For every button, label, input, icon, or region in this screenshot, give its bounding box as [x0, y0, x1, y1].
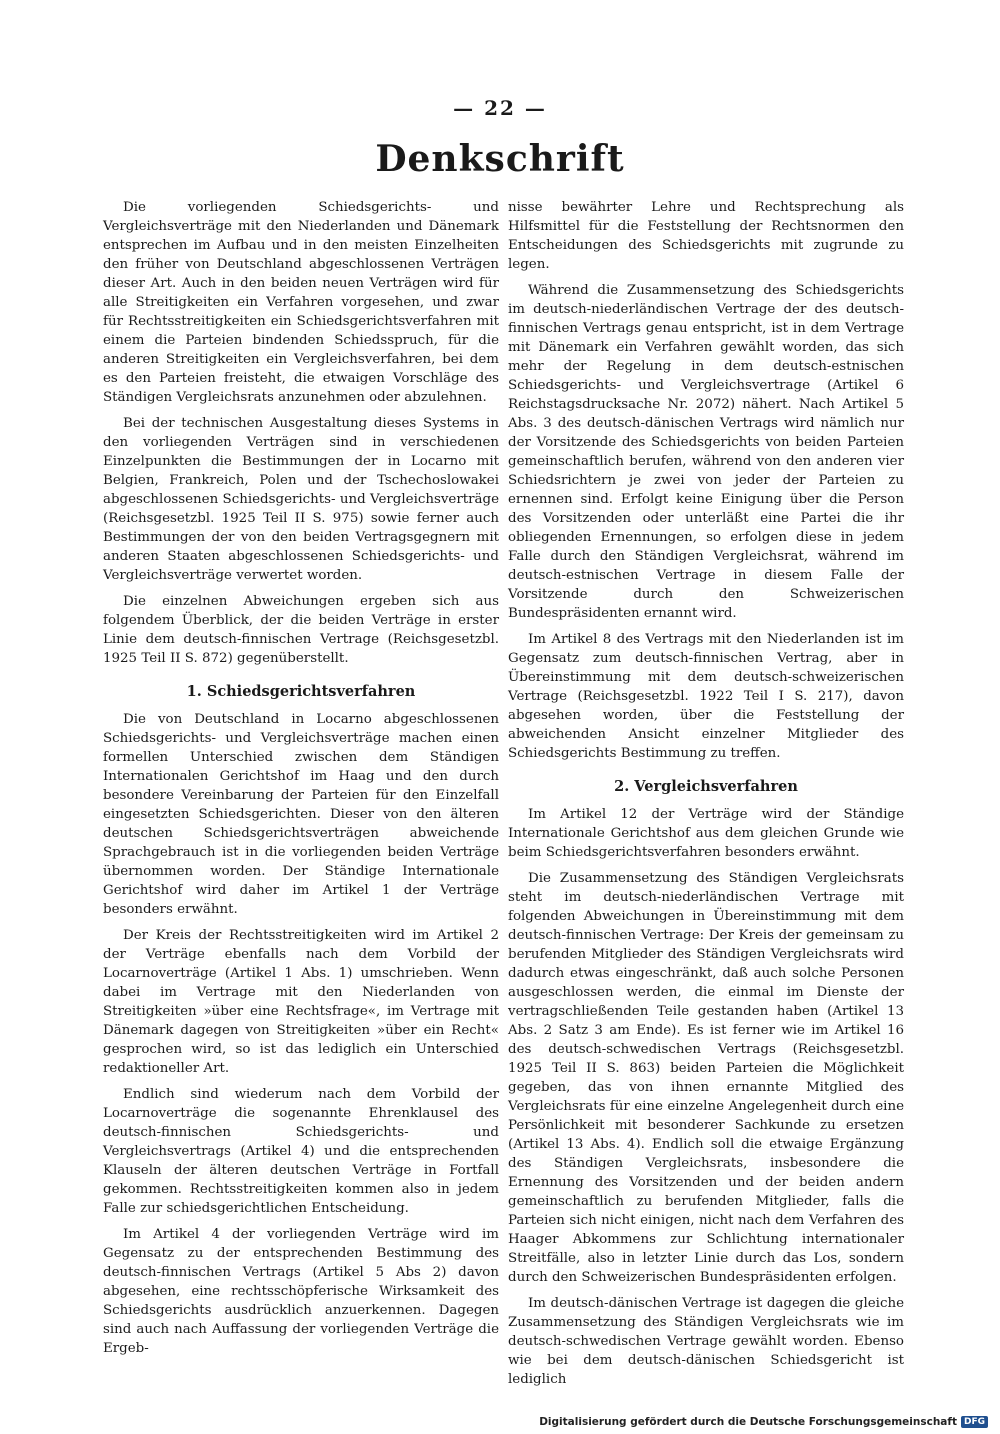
- paragraph: Die vorliegenden Schiedsgerichts- und Vergleichsverträge mit den Niederlanden und Dänemark entsprechen im Aufbau und in den meisten Einzelheiten den früher von Deutschland abgeschlossenen Verträgen dieser Art. Auch in den beiden neuen Verträgen wird für alle Streitigkeiten ein Verfahren vorgesehen, und zwar für Rechtsstreitigkeiten ein Schiedsgerichtsverfahren mit einem die Parteien bindenden Schiedsspruch, für die anderen Streitigkeiten ein Vergleichsverfahren, bei dem es den Parteien freisteht, die etwaigen Vorschläge des Ständigen Vergleichsrats anzunehmen oder abzulehnen.: [103, 200, 499, 405]
- paragraph: Die Zusammensetzung des Ständigen Vergleichsrats steht im deutsch-niederländischen Vertrage mit folgenden Abweichungen in Übereinstimmung mit dem deutsch-finnischen Vertrage: Der Kreis der gemeinsam zu berufenden Mitglieder des Ständigen Vergleichsrats wird dadurch etwas eingeschränkt, daß auch solche Personen ausgeschlossen werden, die einmal im Dienste der vertragschließenden Teile gestanden haben (Artikel 13 Abs. 2 Satz 3 am Ende). Es ist ferner wie im Artikel 16 des deutsch-schwedischen Vertrags (Reichsgesetzbl. 1925 Teil II S. 863) beiden Parteien die Möglichkeit gegeben, das von ihnen ernannte Mitglied des Vergleichsrats für eine einzelne Angelegenheit durch eine Persönlichkeit mit besonderer Sachkunde zu ersetzen (Artikel 13 Abs. 4). Endlich soll die etwaige Ergänzung des Ständigen Vergleichsrats, insbesondere die Ernennung des Vorsitzenden und der beiden andern gemeinschaftlich zu berufenden Mitglieder, falls die Parteien sich nicht einigen, nicht nach dem Verfahren des Haager Abkommens zur Schlichtung internationaler Streitfälle, also in letzter Linie durch das Los, sondern durch den Schweizerischen Bundespräsidenten erfolgen.: [508, 871, 904, 1285]
- paragraph: Im Artikel 4 der vorliegenden Verträge wird im Gegensatz zu der entsprechenden Bestimmung des deutsch-finnischen Vertrags (Artikel 5 Abs 2) davon abgesehen, eine rechtsschöpferische Wirksamkeit des Schiedsgerichts ausdrücklich anzuerkennen. Dagegen sind auch nach Auffassung der vorliegenden Verträge die Ergeb-: [103, 1227, 499, 1356]
- paragraph: Bei der technischen Ausgestaltung dieses Systems in den vorliegenden Verträgen sind in verschiedenen Einzelpunkten die Bestimmungen der in Locarno mit Belgien, Frankreich, Polen und der Tschechoslowakei abgeschlossenen Schiedsgerichts- und Vergleichsverträge (Reichsgesetzbl. 1925 Teil II S. 975) sowie ferner auch Bestimmungen der von den beiden Vertragsgegnern mit anderen Staaten abgeschlossenen Schiedsgerichts- und Vergleichsverträge verwertet worden.: [103, 416, 499, 583]
- paragraph: Während die Zusammensetzung des Schiedsgerichts im deutsch-niederländischen Vertrage der des deutsch-finnischen Vertrags genau entspricht, ist in dem Vertrage mit Dänemark ein Verfahren gewählt worden, das sich mehr der Regelung in dem deutsch-estnischen Schiedsgerichts- und Vergleichsvertrage (Artikel 6 Reichstagsdrucksache Nr. 2072) nähert. Nach Artikel 5 Abs. 3 des deutsch-dänischen Vertrags wird nämlich nur der Vorsitzende des Schiedsgerichts von beiden Parteien gemeinschaftlich berufen, während von den anderen vier Schiedsrichtern je zwei von jeder der Parteien zu ernennen sind. Erfolgt keine Einigung über die Person des Vorsitzenden oder unterläßt eine Partei die ihr obliegenden Ernennungen, so erfolgen diese in jedem Falle durch den Ständigen Vergleichsrat, während im deutsch-estnischen Vertrage in diesem Falle der Vorsitzende durch den Schweizerischen Bundespräsidenten ernannt wird.: [508, 283, 904, 621]
- paragraph: nisse bewährter Lehre und Rechtsprechung als Hilfsmittel für die Feststellung der Rechtsnormen den Entscheidungen des Schiedsgerichts mit zugrunde zu legen.: [508, 200, 904, 272]
- paragraph: Endlich sind wiederum nach dem Vorbild der Locarnoverträge die sogenannte Ehrenklausel des deutsch-finnischen Schiedsgerichts- und Vergleichsvertrags (Artikel 4) und die entsprechenden Klauseln der älteren deutschen Verträge in Fortfall gekommen. Rechtsstreitigkeiten kommen also in jedem Falle zur schiedsgerichtlichen Entscheidung.: [103, 1087, 499, 1216]
- dfg-logo: DFG: [961, 1416, 988, 1428]
- paragraph: Die einzelnen Abweichungen ergeben sich aus folgendem Überblick, der die beiden Verträge in erster Linie dem deutsch-finnischen Vertrage (Reichsgesetzbl. 1925 Teil II S. 872) gegenüberstellt.: [103, 594, 499, 666]
- footer-text: Digitalisierung gefördert durch die Deutsche Forschungsgemeinschaft: [539, 1416, 957, 1428]
- page-title: Denkschrift: [375, 138, 625, 180]
- section-heading-schiedsgerichtsverfahren: 1. Schiedsgerichtsverfahren: [186, 683, 416, 700]
- page-number: — 22 —: [453, 96, 547, 120]
- left-column: [103, 198, 499, 1365]
- paragraph: Im Artikel 8 des Vertrags mit den Niederlanden ist im Gegensatz zum deutsch-finnischen Vertrag, aber in Übereinstimmung mit dem deutsch-schweizerischen Vertrage (Reichsgesetzbl. 1922 Teil I S. 217), davon abgesehen worden, über die Feststellung der abweichenden Ansicht einzelner Mitglieder des Schiedsgerichts Bestimmung zu treffen.: [508, 632, 904, 761]
- section-heading-vergleichsverfahren: 2. Vergleichsverfahren: [614, 778, 798, 795]
- paragraph: Die von Deutschland in Locarno abgeschlossenen Schiedsgerichts- und Vergleichsverträge machen einen formellen Unterschied zwischen dem Ständigen Internationalen Gerichtshof im Haag und den durch besondere Vereinbarung der Parteien für den Einzelfall eingesetzten Schiedsgerichten. Dieser von den älteren deutschen Schiedsgerichtsverträgen abweichende Sprachgebrauch ist in die vorliegenden beiden Verträge übernommen worden. Der Ständige Internationale Gerichtshof wird daher im Artikel 1 der Verträge besonders erwähnt.: [103, 712, 499, 917]
- paragraph: Der Kreis der Rechtsstreitigkeiten wird im Artikel 2 der Verträge ebenfalls nach dem Vorbild der Locarnoverträge (Artikel 1 Abs. 1) umschrieben. Wenn dabei im Vertrage mit den Niederlanden von Streitigkeiten »über eine Rechtsfrage«, im Vertrage mit Dänemark dagegen von Streitigkeiten »über ein Recht« gesprochen wird, so ist das lediglich ein Unterschied redaktioneller Art.: [103, 928, 499, 1076]
- paragraph: Im Artikel 12 der Verträge wird der Ständige Internationale Gerichtshof aus dem gleichen Grunde wie beim Schiedsgerichtsverfahren besonders erwähnt.: [508, 807, 904, 860]
- right-column: [508, 198, 904, 1396]
- footer-credit: [539, 1416, 988, 1428]
- paragraph: Im deutsch-dänischen Vertrage ist dagegen die gleiche Zusammensetzung des Ständigen Vergleichsrats wie im deutsch-schwedischen Vertrage gewählt worden. Ebenso wie bei dem deutsch-dänischen Schiedsgericht ist lediglich: [508, 1296, 904, 1387]
